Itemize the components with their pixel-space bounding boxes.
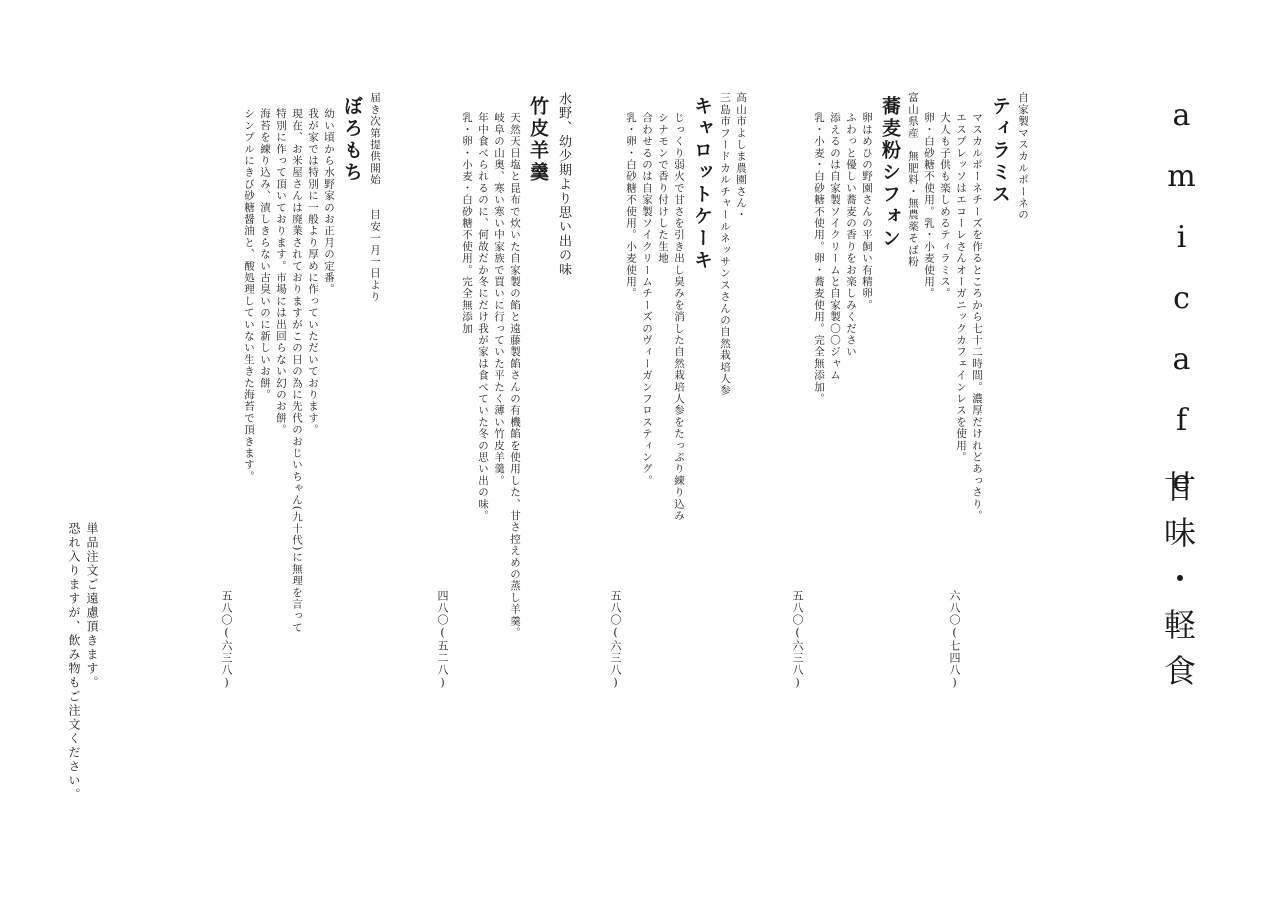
item-title: ティラミス xyxy=(989,96,1011,206)
item-desc-line: 天然天日塩と昆布で炊いた自家製の餡と遠藤製餡さんの有機餡を使用した、甘さ控えめの蒸し羊羹。 xyxy=(509,112,521,639)
item-desc-line: 大人も子供も楽しめるティラミス。 xyxy=(939,112,951,300)
brand-title: amicafe xyxy=(1164,98,1199,525)
item-label: 届き次第提供開始 目安一月一日より xyxy=(369,92,381,303)
item-price: 四八〇(五二八) xyxy=(436,590,449,690)
menu-item-soba-chiffon xyxy=(811,92,921,405)
item-desc-line: マスカルポーネチーズを作るところから七十二時間。濃厚だけれどあっさり。 xyxy=(971,112,983,522)
item-desc-line: シナモンで香り付けした生地 xyxy=(657,112,669,265)
item-desc-line: 岐阜の山奥、寒い寒い中家族で買いに行っていた平たく薄い竹皮羊羹。 xyxy=(493,112,505,487)
footer-line: 恐れ入りますが、飲み物もご注文ください。 xyxy=(67,522,81,802)
item-label: 三島市フードカルチャールネッサンスさんの自然栽培人参 xyxy=(719,92,731,397)
menu-item-yokan xyxy=(459,92,573,639)
item-label: 自家製マスカルポーネの xyxy=(1017,92,1029,221)
item-desc-line: 卵はめひの野園さんの平飼い有精卵。 xyxy=(861,112,873,311)
item-desc-line: 卵・白砂糖不使用。乳・小麦使用。 xyxy=(923,112,935,300)
item-desc-line: 合わせるのは自家製ソイクリームチーズのヴィーガンフロスティング。 xyxy=(641,112,653,487)
item-desc-line: 年中食べられるのに、何故だか冬にだけ我が家は食べていた冬の思い出の味。 xyxy=(477,112,489,522)
item-desc-line: 幼い頃から水野家のお正月の定番。 xyxy=(323,108,335,296)
item-price: 五八〇(六三八) xyxy=(791,590,804,690)
item-desc-line: 乳・卵・小麦・白砂糖不使用。完全無添加 xyxy=(461,112,473,335)
item-label: 水野、幼少期より思い出の味 xyxy=(556,92,571,277)
item-desc-line: 乳・卵・白砂糖不使用。小麦使用。 xyxy=(625,112,637,300)
item-title: キャロットケーキ xyxy=(691,96,713,272)
item-title: 竹皮羊羹 xyxy=(527,96,549,184)
section-subtitle: 甘味・軽食 xyxy=(1159,470,1197,700)
item-desc-line: シンプルにきび砂糖醤油と、酸処理していない生きた海苔で頂きます。 xyxy=(243,108,255,483)
item-desc-line: 現在、お米屋さんは廃業されておりますがこの日の為に先代のおじいちゃん(九十代)に無理を言って xyxy=(291,108,303,634)
item-desc-line: 我が家では特別に一般より厚めに作っていただいております。 xyxy=(307,108,319,436)
footer-line: 単品注文ご遠慮頂きます。 xyxy=(85,522,99,690)
menu-item-carrot-cake xyxy=(623,92,749,522)
item-label: 高山市よしま農園さん・ xyxy=(735,92,747,221)
item-title: 蕎麦粉シフォン xyxy=(879,96,901,250)
footer-notes xyxy=(65,522,101,802)
item-desc-line: 乳・小麦・白砂糖不使用。卵・蕎麦使用。完全無添加。 xyxy=(813,112,825,405)
item-price: 五八〇(六三八) xyxy=(609,590,622,690)
item-desc-line: ふわっと優しい蕎麦の香りをお楽しみください xyxy=(845,112,857,358)
item-desc-line: 海苔を練り込み、漬しきらない古臭いのに新しいお餅。 xyxy=(259,108,271,401)
item-title: ぼろもち xyxy=(341,96,363,184)
menu-item-tiramisu xyxy=(921,92,1031,522)
menu-item-boromochi xyxy=(241,92,383,633)
item-price: 五八〇(六三八) xyxy=(220,590,233,690)
item-price: 六八〇(七四八) xyxy=(948,590,961,690)
item-desc-line: 特別に作って頂いております。市場には出回らない幻のお餅。 xyxy=(275,108,287,436)
item-desc-line: じっくり弱火で甘さを引き出し臭みを消した自然栽培人参をたっぷり練り込み xyxy=(673,112,685,522)
item-desc-line: エスプレッソはエコーレさんオーガニックカフェインレスを使用。 xyxy=(955,112,967,463)
item-desc-line: 添えるのは自家製ソイクリームと自家製〇〇ジャム xyxy=(829,112,841,382)
item-label: 富山県産 無肥料・無農薬そば粉 xyxy=(907,92,919,268)
